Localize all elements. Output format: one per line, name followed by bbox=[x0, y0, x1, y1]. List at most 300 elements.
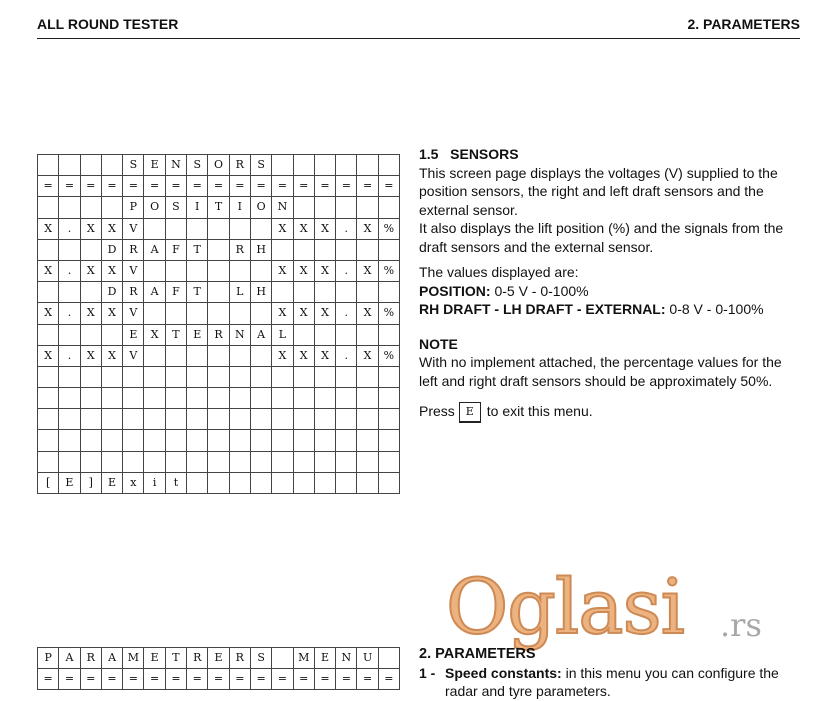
e-key-icon: E bbox=[459, 402, 481, 423]
grid-cell bbox=[38, 451, 59, 472]
grid-cell: . bbox=[59, 303, 80, 324]
grid-cell: U bbox=[357, 648, 378, 669]
grid-cell bbox=[165, 409, 186, 430]
grid-cell: . bbox=[336, 345, 357, 366]
grid-row bbox=[38, 324, 400, 345]
grid-cell: E bbox=[187, 324, 208, 345]
grid-cell bbox=[208, 409, 229, 430]
grid-cell: E bbox=[144, 648, 165, 669]
grid-cell: = bbox=[314, 669, 335, 690]
grid-cell bbox=[208, 430, 229, 451]
grid-cell bbox=[250, 388, 271, 409]
grid-cell bbox=[187, 218, 208, 239]
grid-cell: R bbox=[229, 648, 250, 669]
grid-cell: L bbox=[229, 282, 250, 303]
grid-cell: D bbox=[101, 239, 122, 260]
grid-cell bbox=[357, 409, 378, 430]
grid-cell: D bbox=[101, 282, 122, 303]
grid-cell bbox=[165, 260, 186, 281]
grid-cell bbox=[378, 282, 399, 303]
grid-row bbox=[38, 430, 400, 451]
grid-cell bbox=[293, 324, 314, 345]
note-heading: NOTE bbox=[419, 335, 458, 352]
grid-cell bbox=[229, 218, 250, 239]
grid-cell bbox=[144, 303, 165, 324]
section-title: SENSORS bbox=[450, 146, 519, 162]
position-values bbox=[419, 282, 804, 301]
grid-cell: = bbox=[208, 669, 229, 690]
grid-cell: = bbox=[357, 176, 378, 197]
grid-cell: T bbox=[187, 239, 208, 260]
grid-cell bbox=[229, 260, 250, 281]
grid-cell: ] bbox=[80, 472, 101, 493]
grid-cell bbox=[314, 366, 335, 387]
grid-cell: I bbox=[187, 197, 208, 218]
grid-cell: = bbox=[38, 176, 59, 197]
grid-cell bbox=[80, 239, 101, 260]
grid-cell bbox=[336, 388, 357, 409]
grid-cell: . bbox=[59, 218, 80, 239]
grid-cell: X bbox=[272, 303, 293, 324]
grid-cell: N bbox=[272, 197, 293, 218]
grid-cell bbox=[208, 366, 229, 387]
grid-cell bbox=[80, 409, 101, 430]
grid-cell bbox=[378, 366, 399, 387]
grid-cell: S bbox=[250, 155, 271, 176]
grid-cell: R bbox=[80, 648, 101, 669]
grid-cell: . bbox=[336, 303, 357, 324]
grid-cell: X bbox=[144, 324, 165, 345]
watermark-text: Oglasi bbox=[446, 562, 684, 651]
grid-cell: = bbox=[80, 669, 101, 690]
grid-cell: % bbox=[378, 345, 399, 366]
grid-cell: = bbox=[123, 176, 144, 197]
grid-cell bbox=[378, 388, 399, 409]
grid-cell: X bbox=[38, 260, 59, 281]
grid-cell bbox=[165, 388, 186, 409]
grid-cell: E bbox=[314, 648, 335, 669]
grid-cell bbox=[38, 282, 59, 303]
grid-cell bbox=[314, 324, 335, 345]
grid-cell bbox=[187, 409, 208, 430]
grid-cell bbox=[293, 451, 314, 472]
draft-values bbox=[419, 300, 804, 319]
grid-cell bbox=[187, 303, 208, 324]
grid-cell bbox=[80, 451, 101, 472]
grid-cell: = bbox=[59, 176, 80, 197]
grid-cell: = bbox=[293, 176, 314, 197]
grid-cell bbox=[229, 409, 250, 430]
grid-cell bbox=[80, 155, 101, 176]
grid-cell: = bbox=[293, 669, 314, 690]
grid-cell: = bbox=[250, 669, 271, 690]
grid-cell: R bbox=[187, 648, 208, 669]
grid-cell bbox=[101, 197, 122, 218]
grid-row bbox=[38, 345, 400, 366]
grid-cell bbox=[314, 282, 335, 303]
grid-cell bbox=[80, 324, 101, 345]
grid-cell: X bbox=[101, 303, 122, 324]
grid-cell bbox=[123, 366, 144, 387]
grid-cell: T bbox=[187, 282, 208, 303]
grid-cell bbox=[357, 324, 378, 345]
grid-cell bbox=[378, 155, 399, 176]
grid-cell: N bbox=[229, 324, 250, 345]
item-text: in this menu you can configure the radar and tyre parameters. bbox=[445, 664, 779, 699]
grid-cell: A bbox=[144, 239, 165, 260]
grid-cell: T bbox=[165, 648, 186, 669]
grid-cell bbox=[187, 345, 208, 366]
grid-cell bbox=[101, 451, 122, 472]
grid-cell: t bbox=[165, 472, 186, 493]
grid-cell bbox=[229, 472, 250, 493]
grid-row bbox=[38, 451, 400, 472]
grid-cell bbox=[208, 451, 229, 472]
page-header bbox=[37, 16, 800, 39]
grid-cell: O bbox=[208, 155, 229, 176]
grid-cell bbox=[38, 388, 59, 409]
grid-row bbox=[38, 176, 400, 197]
grid-cell: % bbox=[378, 218, 399, 239]
grid-cell bbox=[187, 388, 208, 409]
grid-cell bbox=[336, 197, 357, 218]
exit-instruction bbox=[419, 402, 804, 423]
grid-cell bbox=[250, 345, 271, 366]
grid-cell bbox=[272, 388, 293, 409]
grid-row bbox=[38, 303, 400, 324]
grid-cell bbox=[101, 366, 122, 387]
grid-row bbox=[38, 648, 400, 669]
grid-cell: = bbox=[229, 669, 250, 690]
grid-cell: H bbox=[250, 239, 271, 260]
grid-cell bbox=[80, 430, 101, 451]
grid-cell bbox=[272, 409, 293, 430]
grid-cell bbox=[123, 430, 144, 451]
grid-cell bbox=[378, 197, 399, 218]
grid-cell: E bbox=[101, 472, 122, 493]
grid-row bbox=[38, 472, 400, 493]
grid-cell bbox=[101, 155, 122, 176]
sensors-heading bbox=[419, 145, 804, 164]
grid-cell bbox=[272, 155, 293, 176]
grid-cell bbox=[208, 472, 229, 493]
grid-cell bbox=[250, 260, 271, 281]
chapter-title: 2. PARAMETERS bbox=[687, 16, 800, 32]
grid-cell: = bbox=[208, 176, 229, 197]
grid-cell bbox=[336, 282, 357, 303]
grid-cell: X bbox=[80, 260, 101, 281]
sensors-description: This screen page displays the voltages (V) supplied to the position sensors, the right and left draft sensors and the external sensor. bbox=[419, 164, 778, 218]
parameters-section bbox=[419, 645, 804, 701]
grid-row bbox=[38, 155, 400, 176]
grid-cell bbox=[208, 388, 229, 409]
grid-cell: = bbox=[357, 669, 378, 690]
grid-cell: X bbox=[357, 303, 378, 324]
grid-cell bbox=[187, 451, 208, 472]
grid-cell: . bbox=[336, 260, 357, 281]
grid-cell bbox=[38, 366, 59, 387]
grid-cell bbox=[101, 409, 122, 430]
grid-cell bbox=[208, 260, 229, 281]
grid-cell: = bbox=[314, 176, 335, 197]
grid-cell bbox=[123, 409, 144, 430]
grid-cell: R bbox=[123, 282, 144, 303]
grid-cell bbox=[293, 409, 314, 430]
grid-cell bbox=[229, 345, 250, 366]
grid-cell: . bbox=[59, 260, 80, 281]
grid-cell bbox=[229, 303, 250, 324]
grid-cell bbox=[250, 218, 271, 239]
grid-cell: S bbox=[123, 155, 144, 176]
grid-cell bbox=[59, 430, 80, 451]
grid-cell bbox=[250, 430, 271, 451]
grid-cell: X bbox=[101, 260, 122, 281]
grid-cell: = bbox=[378, 176, 399, 197]
grid-cell bbox=[378, 451, 399, 472]
grid-cell: X bbox=[314, 303, 335, 324]
grid-cell: = bbox=[165, 176, 186, 197]
grid-cell: V bbox=[123, 303, 144, 324]
grid-cell bbox=[144, 345, 165, 366]
grid-cell: T bbox=[165, 324, 186, 345]
grid-cell: E bbox=[208, 648, 229, 669]
grid-cell bbox=[293, 197, 314, 218]
grid-cell bbox=[336, 324, 357, 345]
grid-cell bbox=[165, 345, 186, 366]
grid-cell bbox=[314, 388, 335, 409]
grid-cell bbox=[80, 388, 101, 409]
grid-cell: X bbox=[38, 345, 59, 366]
grid-cell bbox=[293, 366, 314, 387]
grid-cell: L bbox=[272, 324, 293, 345]
grid-cell bbox=[357, 282, 378, 303]
grid-cell bbox=[59, 409, 80, 430]
values-intro: The values displayed are: bbox=[419, 264, 579, 280]
manual-title: ALL ROUND TESTER bbox=[37, 16, 179, 32]
grid-cell bbox=[101, 324, 122, 345]
grid-cell: X bbox=[293, 218, 314, 239]
grid-cell bbox=[378, 239, 399, 260]
grid-cell: R bbox=[229, 239, 250, 260]
grid-cell: X bbox=[38, 303, 59, 324]
grid-cell bbox=[208, 239, 229, 260]
sensors-description-2: It also displays the lift position (%) and the signals from the draft sensors and the external sensor. bbox=[419, 220, 784, 255]
exit-text: to exit this menu. bbox=[486, 403, 593, 420]
grid-cell bbox=[336, 451, 357, 472]
grid-cell: = bbox=[144, 669, 165, 690]
grid-cell: X bbox=[293, 303, 314, 324]
grid-cell: H bbox=[250, 282, 271, 303]
grid-cell bbox=[336, 239, 357, 260]
grid-cell bbox=[165, 303, 186, 324]
grid-cell: = bbox=[165, 669, 186, 690]
grid-cell bbox=[123, 388, 144, 409]
grid-cell bbox=[59, 282, 80, 303]
grid-cell bbox=[165, 451, 186, 472]
grid-cell bbox=[187, 472, 208, 493]
grid-cell: A bbox=[144, 282, 165, 303]
grid-cell: E bbox=[144, 155, 165, 176]
grid-cell: R bbox=[208, 324, 229, 345]
grid-cell: = bbox=[101, 176, 122, 197]
grid-cell: V bbox=[123, 260, 144, 281]
grid-cell bbox=[144, 260, 165, 281]
grid-cell: P bbox=[123, 197, 144, 218]
grid-row bbox=[38, 197, 400, 218]
grid-cell: X bbox=[272, 260, 293, 281]
grid-cell: X bbox=[80, 345, 101, 366]
grid-cell bbox=[378, 430, 399, 451]
grid-cell: X bbox=[314, 345, 335, 366]
grid-cell: = bbox=[101, 669, 122, 690]
grid-cell: = bbox=[187, 176, 208, 197]
grid-cell bbox=[59, 366, 80, 387]
parameters-list-item bbox=[419, 664, 804, 701]
grid-cell bbox=[293, 282, 314, 303]
grid-cell: S bbox=[187, 155, 208, 176]
grid-row bbox=[38, 409, 400, 430]
grid-cell: X bbox=[38, 218, 59, 239]
grid-cell: P bbox=[38, 648, 59, 669]
grid-row bbox=[38, 218, 400, 239]
grid-cell bbox=[293, 472, 314, 493]
grid-cell bbox=[208, 282, 229, 303]
grid-cell bbox=[378, 409, 399, 430]
grid-cell bbox=[229, 388, 250, 409]
grid-cell: O bbox=[250, 197, 271, 218]
grid-cell bbox=[59, 451, 80, 472]
grid-cell: I bbox=[229, 197, 250, 218]
grid-cell bbox=[229, 430, 250, 451]
grid-cell: M bbox=[293, 648, 314, 669]
grid-cell: S bbox=[250, 648, 271, 669]
grid-cell: X bbox=[357, 218, 378, 239]
grid-cell: X bbox=[293, 260, 314, 281]
grid-cell: = bbox=[250, 176, 271, 197]
grid-cell bbox=[314, 472, 335, 493]
grid-cell bbox=[80, 197, 101, 218]
grid-cell: X bbox=[80, 303, 101, 324]
section-number: 1.5 bbox=[419, 146, 439, 162]
grid-cell: = bbox=[378, 669, 399, 690]
grid-cell: X bbox=[357, 345, 378, 366]
grid-cell bbox=[101, 430, 122, 451]
grid-cell: F bbox=[165, 282, 186, 303]
grid-cell: O bbox=[144, 197, 165, 218]
grid-cell: X bbox=[357, 260, 378, 281]
grid-cell bbox=[144, 451, 165, 472]
grid-cell bbox=[144, 388, 165, 409]
grid-cell: S bbox=[165, 197, 186, 218]
grid-cell bbox=[165, 430, 186, 451]
grid-cell bbox=[59, 155, 80, 176]
grid-cell bbox=[378, 324, 399, 345]
grid-cell bbox=[144, 366, 165, 387]
grid-cell bbox=[336, 472, 357, 493]
grid-cell: = bbox=[80, 176, 101, 197]
grid-cell: X bbox=[293, 345, 314, 366]
grid-cell bbox=[165, 366, 186, 387]
grid-cell: x bbox=[123, 472, 144, 493]
grid-cell: V bbox=[123, 345, 144, 366]
oglasi-watermark-logo bbox=[440, 562, 780, 651]
grid-cell bbox=[250, 409, 271, 430]
grid-cell: = bbox=[336, 176, 357, 197]
grid-cell: X bbox=[101, 345, 122, 366]
grid-cell: A bbox=[250, 324, 271, 345]
item-number: 1 - bbox=[419, 664, 436, 681]
grid-row bbox=[38, 260, 400, 281]
grid-cell bbox=[38, 430, 59, 451]
grid-cell bbox=[336, 366, 357, 387]
grid-cell bbox=[272, 430, 293, 451]
grid-cell: X bbox=[314, 260, 335, 281]
grid-row bbox=[38, 388, 400, 409]
position-label: POSITION: bbox=[419, 282, 491, 299]
watermark-domain: .rs bbox=[720, 606, 762, 644]
grid-cell bbox=[80, 366, 101, 387]
grid-cell: [ bbox=[38, 472, 59, 493]
grid-cell: A bbox=[59, 648, 80, 669]
grid-cell bbox=[314, 451, 335, 472]
parameters-heading: 2. PARAMETERS bbox=[419, 646, 536, 662]
grid-cell bbox=[336, 430, 357, 451]
grid-cell bbox=[59, 239, 80, 260]
grid-cell: M bbox=[123, 648, 144, 669]
note-text: With no implement attached, the percentage values for the left and right draft sensors should be approximately 50%. bbox=[419, 354, 782, 389]
grid-cell bbox=[229, 451, 250, 472]
grid-cell bbox=[250, 366, 271, 387]
grid-cell bbox=[314, 430, 335, 451]
grid-cell: E bbox=[59, 472, 80, 493]
grid-row bbox=[38, 366, 400, 387]
grid-cell: % bbox=[378, 303, 399, 324]
grid-cell bbox=[144, 409, 165, 430]
grid-cell bbox=[357, 451, 378, 472]
grid-cell bbox=[59, 388, 80, 409]
grid-cell bbox=[314, 197, 335, 218]
item-body bbox=[445, 664, 804, 701]
grid-cell bbox=[187, 430, 208, 451]
grid-cell: = bbox=[59, 669, 80, 690]
grid-cell bbox=[336, 155, 357, 176]
grid-cell bbox=[38, 155, 59, 176]
grid-cell bbox=[336, 409, 357, 430]
grid-cell bbox=[293, 155, 314, 176]
grid-cell bbox=[38, 197, 59, 218]
grid-cell bbox=[357, 366, 378, 387]
grid-cell: = bbox=[144, 176, 165, 197]
grid-cell bbox=[272, 282, 293, 303]
grid-cell bbox=[272, 239, 293, 260]
grid-cell: X bbox=[272, 345, 293, 366]
grid-cell: X bbox=[272, 218, 293, 239]
grid-cell: V bbox=[123, 218, 144, 239]
grid-cell bbox=[378, 472, 399, 493]
grid-cell bbox=[38, 239, 59, 260]
grid-cell bbox=[250, 472, 271, 493]
grid-cell: = bbox=[272, 669, 293, 690]
grid-cell: N bbox=[165, 155, 186, 176]
grid-cell bbox=[208, 345, 229, 366]
grid-cell: E bbox=[123, 324, 144, 345]
grid-cell: = bbox=[38, 669, 59, 690]
grid-cell bbox=[38, 409, 59, 430]
press-text: Press bbox=[419, 403, 455, 420]
grid-cell: A bbox=[101, 648, 122, 669]
sensors-screen-grid bbox=[37, 154, 400, 494]
grid-cell: = bbox=[229, 176, 250, 197]
